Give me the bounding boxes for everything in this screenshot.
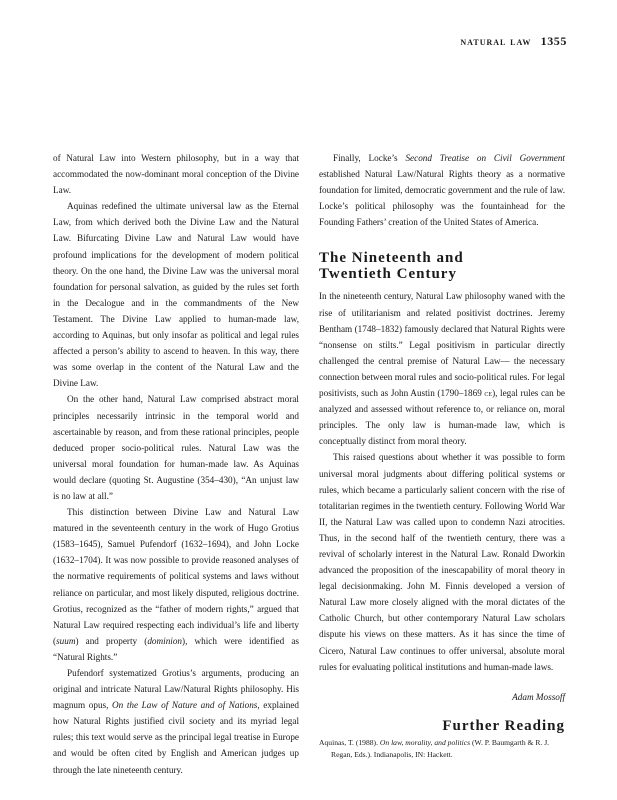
left-column: [53, 150, 299, 778]
author-signature: Adam Mossoff: [512, 691, 565, 702]
text-run: ) and property (: [75, 635, 148, 646]
paragraph: Aquinas redefined the ultimate universal law as the Eternal Law, from which derived both the Divine Law and the Natural Law. Bifurcating Divine Law and Natural Law would have profound implications for the development of modern political theory. On the one hand, the Divine Law was the universal moral foundation for personal salvation, as guided by the rules set forth in the Decalogue and in the commandments of the New Testament. The Divine Law applied to human-made law, according to Aquinas, but only insofar as political and legal rules affected a person’s ability to ascend to heaven. In this way, there was some overlap in the content of the Natural Law and the Divine Law.: [53, 201, 299, 389]
book-title: Second Treatise on Civil Government: [405, 153, 565, 163]
paragraph: This raised questions about whether it was possible to form universal moral judgments about differing political systems or rules, which became a particularly salient concern with the rise of totalitarian regimes in the twentieth century. Following World War II, the Natural Law was called upon to condemn Nazi atrocities. Thus, in the second half of the twentieth century, there was a revival of scholarly interest in the Natural Law. Ronald Dworkin advanced the proposition of the inescapability of moral theory in legal decisionmaking. John M. Finnis developed a version of Natural Law more closely aligned with the moral dictates of the Catholic Church, but other contemporary Natural Law scholars dispute his views on these matters. As it has since the time of Cicero, Natural Law continues to offer universal, absolute moral rules for evaluating political institutions and human-made laws.: [319, 452, 565, 672]
text-run: , explained how Natural Rights justified civil society and its myriad legal rules; this text would serve as the principal legal treatise in Europe and would be often cited by English and American judges up through the late nineteenth century.: [53, 700, 299, 775]
text-run: (W. P. Baumgarth & R. J. Regan, Eds.). Indianapolis, IN: Hackett.: [331, 737, 550, 759]
era-abbrev: ce: [484, 388, 493, 399]
section-heading-line: The Nineteenth and: [319, 250, 464, 267]
text-run: In the nineteenth century, Natural Law philosophy waned with the rise of utilitarianism and related positivist doctrines. Jeremy Bentham (1748–1832) famously declared that Natural Rights were “nonsense on stilts.” Legal positivism in particular directly challenged the central premise of Natural Law— the necessary connection between moral rules and socio-political rules. For legal positivists, such as John Austin (1790–1869: [319, 291, 565, 399]
text-run: Finally, Locke’s: [333, 153, 406, 163]
text-run: ), legal rules can be analyzed and assessed without reference to, or reliance on, moral principles. The only law is human-made law, which is conceptually distinct from moral theory.: [319, 388, 565, 447]
running-head: [460, 34, 567, 49]
text-run: Aquinas, T. (1988).: [319, 737, 380, 747]
further-reading-heading: Further Reading: [442, 717, 565, 734]
paragraph: On the other hand, Natural Law comprised abstract moral principles necessarily intrinsic in the temporal world and ascertainable by reason, and from these rational principles, people deduced proper socio-political rules. Natural Law was the universal moral foundation for human-made law. As Aquinas would declare (quoting St. Augustine (354–430), “An unjust law is no law at all.”: [53, 394, 299, 501]
italic-term: suum: [56, 635, 76, 646]
book-title: On the Law of Nature and of Nations: [112, 700, 258, 711]
paragraph: [319, 288, 565, 449]
text-run: ), which were identified as “Natural Rights.”: [53, 635, 299, 662]
text-run: Pufendorf systematized Grotius’s arguments, producing an original and intricate Natural Law/Natural Rights philosophy. His magnum opus,: [53, 668, 299, 711]
paragraph: [53, 504, 299, 665]
text-run: This distinction between Divine Law and Natural Law matured in the seventeenth century in the work of Hugo Grotius (1583–1645), Samuel Pufendorf (1632–1694), and John Locke (1632–1704). It was now possible to provide reasoned analyses of the normative requirements of political systems and laws without reliance on particular, and most likely disputed, religious doctrine. Grotius, recognized as the “father of modern rights,” argued that Natural Law required respecting each individual’s life and liberty (: [53, 507, 299, 646]
reference-title: On law, morality, and politics: [379, 737, 471, 747]
page-number: 1355: [540, 34, 567, 48]
paragraph: [319, 150, 565, 230]
italic-term: dominion: [147, 635, 183, 646]
paragraph: [53, 665, 299, 778]
paragraph: of Natural Law into Western philosophy, but in a way that accommodated the now-dominant moral conception of the Divine Law.: [53, 153, 299, 196]
section-heading: [319, 250, 565, 282]
reference-entry: [319, 737, 565, 761]
right-column: [319, 150, 565, 761]
running-head-title: natural law: [460, 36, 532, 48]
section-heading-line: Twentieth Century: [319, 266, 457, 283]
text-run: established Natural Law/Natural Rights theory as a normative foundation for limited, democratic government and the rule of law. Locke’s political philosophy was the fountainhead for the Founding Fathers’ creation of the United States of America.: [319, 169, 565, 228]
